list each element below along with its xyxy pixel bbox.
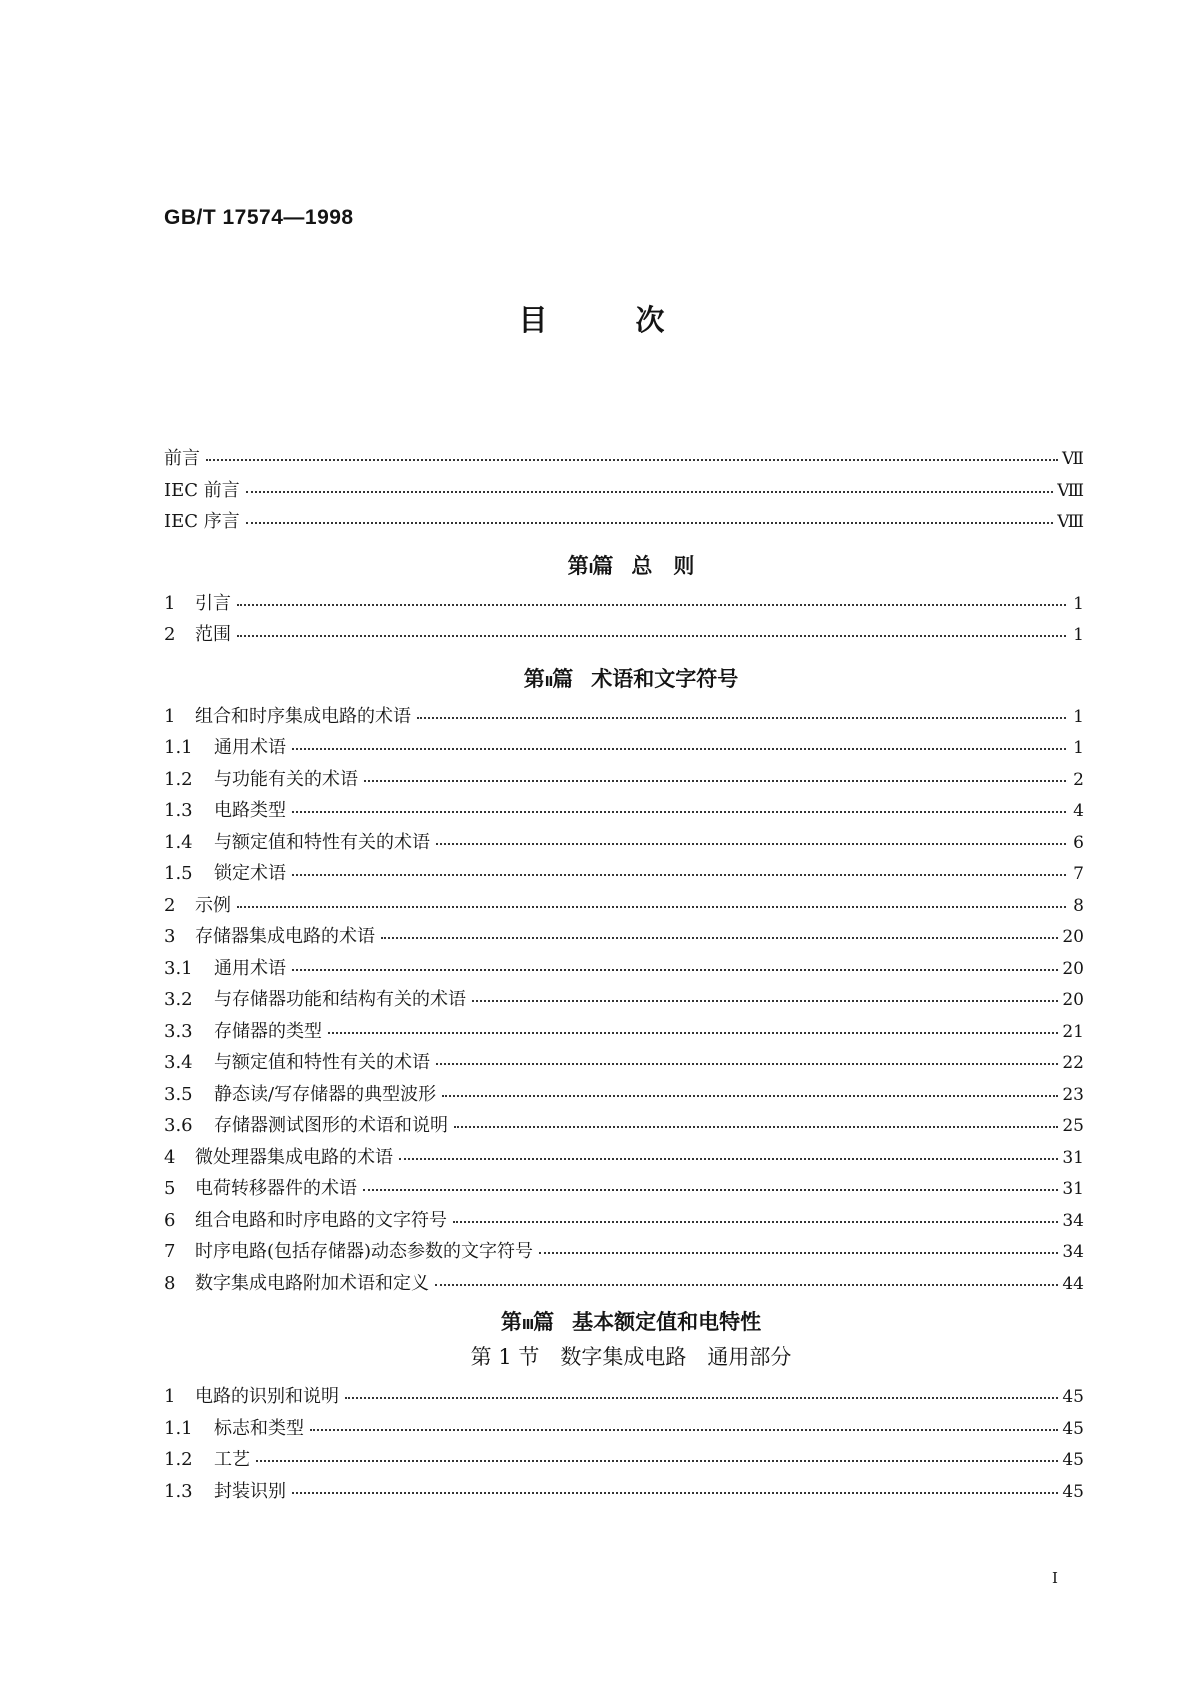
toc-entry[interactable]: [164, 619, 1084, 651]
toc-entry-label: 示例: [195, 894, 231, 916]
toc-entry-number: 1.1: [164, 737, 193, 758]
toc-entry-page: 23: [1062, 1084, 1084, 1105]
part-1-heading: 第I篇 总 则: [567, 553, 695, 578]
toc-entry-page: Ⅷ: [1057, 512, 1084, 532]
toc-entry-label: 引言: [195, 592, 231, 614]
toc-entry[interactable]: [164, 443, 1084, 475]
toc-entry-label: 电路的识别和说明: [195, 1386, 339, 1407]
toc-entry-page: 20: [1062, 990, 1084, 1010]
toc-entry[interactable]: [164, 588, 1084, 620]
toc-entry-label: IEC 前言: [164, 479, 240, 501]
dot-leader: [237, 906, 1066, 908]
toc-entry-number: 1.2: [164, 768, 193, 790]
toc-entry[interactable]: [164, 1110, 1084, 1142]
toc-entry-page: 1: [1073, 593, 1084, 614]
toc-entry[interactable]: [164, 1268, 1084, 1300]
toc-entry-label: 锁定术语: [214, 863, 286, 884]
toc-entry-number: 2: [164, 624, 176, 645]
toc-entry[interactable]: [164, 1079, 1084, 1111]
part-3-heading: 第Ⅲ篇 基本额定值和电特性: [500, 1310, 762, 1334]
toc-entry-page: 21: [1062, 1021, 1084, 1042]
toc-entry[interactable]: [164, 1413, 1084, 1445]
toc-entry[interactable]: [164, 764, 1084, 796]
dot-leader: [246, 491, 1053, 493]
toc-entry-label: 标志和类型: [214, 1417, 304, 1439]
dot-leader: [417, 717, 1066, 719]
toc-entry-number: 1: [164, 592, 176, 614]
toc-entry-number: 1: [164, 705, 176, 727]
toc-entry-number: 3.3: [164, 1020, 193, 1042]
dot-leader: [292, 969, 1058, 971]
toc-entry-label: 封装识别: [214, 1480, 286, 1502]
dot-leader: [292, 748, 1066, 750]
toc-entry-label: 通用术语: [214, 737, 286, 758]
dot-leader: [436, 843, 1066, 845]
toc-entry-label: 与额定值和特性有关的术语: [214, 1052, 430, 1073]
dot-leader: [345, 1397, 1058, 1399]
toc-entry[interactable]: [164, 1236, 1084, 1268]
dot-leader: [292, 1492, 1058, 1494]
toc-entry[interactable]: [164, 506, 1084, 538]
toc-entry-page: 1: [1073, 625, 1084, 645]
toc-entry-page: 7: [1073, 864, 1084, 884]
dot-leader: [435, 1284, 1058, 1286]
toc-entry-label: 存储器的类型: [214, 1020, 322, 1042]
toc-entry[interactable]: [164, 732, 1084, 764]
toc-entry[interactable]: [164, 1381, 1084, 1413]
dot-leader: [237, 604, 1066, 606]
toc-entry-page: 34: [1062, 1210, 1084, 1231]
toc-entry-page: 31: [1062, 1147, 1084, 1168]
toc-entry-label: 与存储器功能和结构有关的术语: [214, 989, 466, 1010]
dot-leader: [364, 780, 1066, 782]
toc-entry-number: 1.3: [164, 800, 193, 821]
toc-entry-page: 45: [1062, 1450, 1084, 1470]
page-title: 目次: [518, 303, 753, 337]
toc-entry[interactable]: [164, 827, 1084, 859]
toc-entry[interactable]: [164, 1173, 1084, 1205]
toc-entry-label: 范围: [195, 624, 231, 645]
part-3-entries: [164, 1381, 1084, 1507]
toc-entry-page: 45: [1062, 1418, 1084, 1439]
toc-entry[interactable]: [164, 795, 1084, 827]
toc-entry-label: 静态读/写存储器的典型波形: [214, 1083, 437, 1105]
dot-leader: [292, 874, 1066, 876]
toc-entry-page: 20: [1062, 958, 1084, 979]
toc-entry-label: IEC 序言: [164, 511, 240, 532]
toc-entry-number: 3.4: [164, 1052, 193, 1073]
toc-entry[interactable]: [164, 1476, 1084, 1508]
toc-entry-page: 6: [1073, 832, 1084, 853]
part-1-entries: [164, 588, 1084, 651]
dot-leader: [442, 1095, 1058, 1097]
dot-leader: [436, 1063, 1058, 1065]
part-2-heading: 第Ⅱ篇 术语和文字符号: [523, 666, 739, 691]
toc-entry-page: 1: [1073, 738, 1084, 758]
toc-entry-page: 25: [1062, 1116, 1084, 1136]
dot-leader: [453, 1221, 1058, 1223]
toc-entry-page: 20: [1062, 927, 1084, 947]
toc-entry-page: 1: [1073, 706, 1084, 727]
dot-leader: [237, 635, 1066, 637]
toc-entry-number: 1.1: [164, 1417, 193, 1439]
toc-entry-label: 通用术语: [214, 957, 286, 979]
dot-leader: [454, 1126, 1058, 1128]
toc-entry-label: 与功能有关的术语: [214, 768, 358, 790]
toc-entry-number: 3.6: [164, 1115, 193, 1136]
toc-entry-number: 1: [164, 1386, 176, 1407]
toc-entry-label: 存储器集成电路的术语: [195, 926, 375, 947]
toc-entry[interactable]: [164, 1016, 1084, 1048]
toc-entry[interactable]: [164, 890, 1084, 922]
toc-entry-label: 组合和时序集成电路的术语: [195, 705, 411, 727]
standard-number: GB/T 17574—1998: [164, 206, 354, 229]
toc-entry[interactable]: [164, 1444, 1084, 1476]
toc-entry[interactable]: [164, 1205, 1084, 1237]
toc-entry-page: 8: [1073, 895, 1084, 916]
toc-entry-number: 5: [164, 1178, 176, 1199]
toc-entry[interactable]: [164, 1142, 1084, 1174]
front-matter-list: [164, 443, 1084, 538]
toc-entry[interactable]: [164, 858, 1084, 890]
toc-entry-page: 4: [1073, 801, 1084, 821]
toc-entry-page: 31: [1062, 1179, 1084, 1199]
toc-entry-page: Ⅶ: [1062, 449, 1084, 469]
page-folio: I: [1052, 1569, 1058, 1587]
toc-entry[interactable]: [164, 701, 1084, 733]
dot-leader: [292, 811, 1066, 813]
toc-entry[interactable]: [164, 1047, 1084, 1079]
toc-entry-number: 4: [164, 1146, 176, 1168]
toc-entry-page: 22: [1062, 1053, 1084, 1073]
toc-entry-label: 微处理器集成电路的术语: [195, 1146, 393, 1168]
toc-entry-page: 34: [1062, 1242, 1084, 1262]
toc-entry-number: 2: [164, 894, 176, 916]
dot-leader: [399, 1158, 1058, 1160]
toc-entry-number: 1.2: [164, 1449, 193, 1470]
toc-entry-label: 组合电路和时序电路的文字符号: [195, 1209, 447, 1231]
part-2-entries: [164, 701, 1084, 1300]
toc-entry-page: 44: [1062, 1273, 1084, 1294]
toc-entry-number: 3.2: [164, 989, 193, 1010]
dot-leader: [256, 1460, 1058, 1462]
toc-entry-label: 时序电路(包括存储器)动态参数的文字符号: [195, 1241, 534, 1262]
dot-leader: [539, 1252, 1058, 1254]
table-of-contents: [164, 443, 1084, 1507]
part-3-section-title: 第 1 节 数字集成电路 通用部分: [470, 1345, 792, 1369]
toc-entry-page: 45: [1062, 1387, 1084, 1407]
toc-entry-label: 电路类型: [214, 800, 286, 821]
toc-entry[interactable]: [164, 953, 1084, 985]
toc-entry-page: 2: [1073, 769, 1084, 790]
toc-entry[interactable]: [164, 921, 1084, 953]
toc-entry-number: 3: [164, 926, 176, 947]
dot-leader: [328, 1032, 1058, 1034]
toc-entry-number: 6: [164, 1209, 176, 1231]
toc-entry-page: Ⅷ: [1057, 480, 1084, 501]
toc-entry-label: 电荷转移器件的术语: [195, 1178, 357, 1199]
dot-leader: [246, 522, 1053, 524]
toc-entry-number: 1.3: [164, 1480, 193, 1502]
dot-leader: [381, 937, 1058, 939]
toc-entry-number: 3.5: [164, 1083, 193, 1105]
toc-entry-label: 数字集成电路附加术语和定义: [195, 1272, 429, 1294]
toc-entry-number: 1.4: [164, 831, 193, 853]
toc-entry-page: 45: [1062, 1481, 1084, 1502]
toc-entry-number: 8: [164, 1272, 176, 1294]
toc-entry-label: 前言: [164, 448, 200, 469]
toc-entry-label: 与额定值和特性有关的术语: [214, 831, 430, 853]
toc-entry[interactable]: [164, 984, 1084, 1016]
dot-leader: [310, 1429, 1058, 1431]
dot-leader: [206, 459, 1058, 461]
toc-entry-label: 存储器测试图形的术语和说明: [214, 1115, 448, 1136]
toc-entry-number: 3.1: [164, 957, 193, 979]
dot-leader: [363, 1189, 1058, 1191]
toc-entry[interactable]: [164, 475, 1084, 507]
toc-entry-number: 1.5: [164, 863, 193, 884]
dot-leader: [472, 1000, 1058, 1002]
toc-entry-number: 7: [164, 1241, 176, 1262]
toc-entry-label: 工艺: [214, 1449, 250, 1470]
